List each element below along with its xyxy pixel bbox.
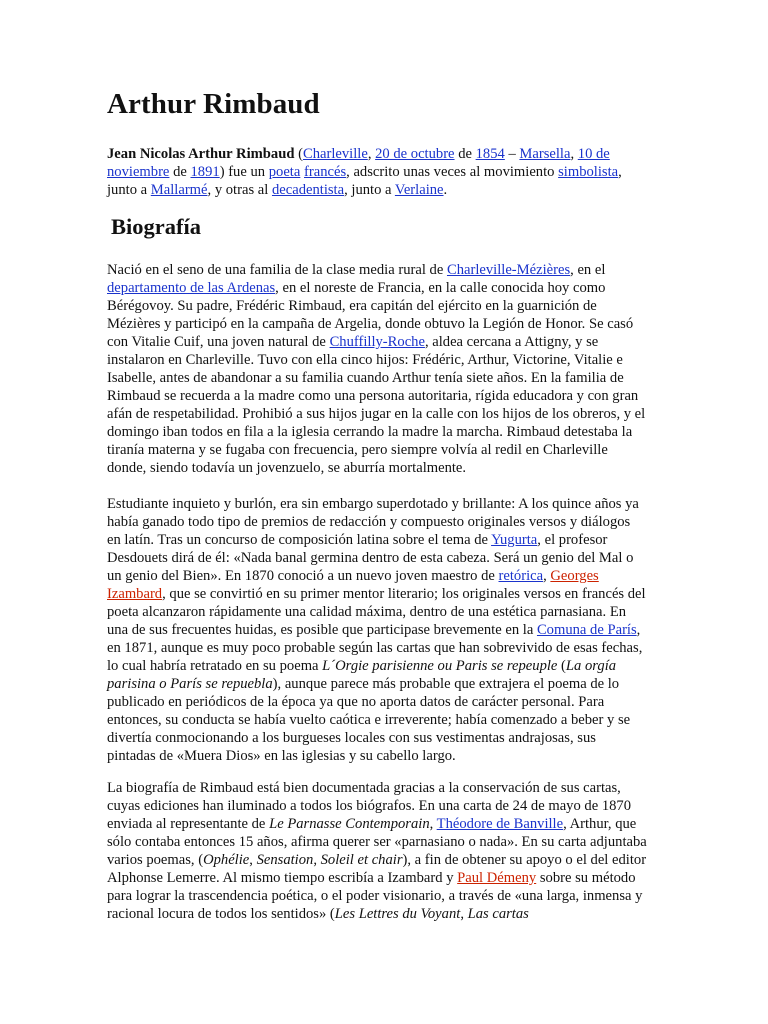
text-run: , el profesor Desdouets dirá de él: «Nada banal germina dentro de esta cabeza. Será un genio del Mal o un genio del Bien». En 1870 conoció a un nuevo joven maestro de xyxy=(107,532,634,584)
article-link[interactable]: Georges Izambard xyxy=(107,568,599,602)
text-run: ) fue un xyxy=(219,164,269,180)
article-link[interactable]: Paul Démeny xyxy=(457,870,537,886)
section-heading-biografia: Biografía xyxy=(111,214,201,239)
text-run: Nació en el seno de una familia de la clase media rural de xyxy=(107,262,447,278)
biography-paragraph-1 xyxy=(107,261,647,477)
italic-title: Las cartas xyxy=(467,906,529,922)
text-run: La biografía de Rimbaud está bien documentada gracias a la conservación de sus cartas, cuyas ediciones han iluminado a todos los biógrafos. En una carta de 24 de mayo de 1870 enviada al representante de xyxy=(107,780,632,832)
text-run: , junto a xyxy=(107,164,622,198)
text-run: ), a fin de obtener su apoyo o el del editor Alphonse Lemerre. Al mismo tiempo escribía a Izambard y xyxy=(107,852,647,886)
article-link[interactable]: 10 de noviembre xyxy=(107,146,610,180)
article-link[interactable]: departamento de las Ardenas xyxy=(107,280,276,296)
italic-title: Le Parnasse Contemporain xyxy=(269,816,430,832)
text-run: , en el xyxy=(570,262,606,278)
article-link[interactable]: 1891 xyxy=(190,164,220,180)
italic-title: L´Orgie parisienne ou Paris se repeuple xyxy=(322,658,558,674)
italic-title: Les Lettres du Voyant xyxy=(334,906,461,922)
text-run: , xyxy=(429,816,437,832)
italic-title: Sensation xyxy=(256,852,314,868)
article-link[interactable]: francés xyxy=(304,164,347,180)
text-run: , aldea cercana a Attigny, y se instalaron en Charleville. Tuvo con ella cinco hijos: Frédéric, Arthur, Victorine, Vitalie e Isabelle, antes de abandonar a su familia cuando Arthur tenía siete años. En la familia de Rimbaud se recuerda a la madre como una persona autoritaria, rígida educadora y con gran afán de respetabilidad. Prohibió a sus hijos jugar en la calle con los hijos de los obreros, y el domingo iban todos en fila a la iglesia cerrando la madre la marcha. Rimbaud detestaba la tiranía materna y se fugaba con frecuencia, pero siempre volvía al redil en Charleville donde, siendo todavía un jovenzuelo, se aburría mortalmente. xyxy=(107,334,646,476)
text-run: , en el noreste de Francia, en la calle conocida hoy como Bérégovoy. Su padre, Frédéric Rimbaud, era capitán del ejército en la guarnición de Mézières y participó en la campaña de Argelia, donde obtuvo la Legión de Honor. Se casó con Vitalie Cuif, una joven natural de xyxy=(107,280,634,350)
biography-paragraph-3 xyxy=(107,779,647,923)
text-run: , xyxy=(367,146,376,162)
text-run: de xyxy=(454,146,476,162)
article-link[interactable]: Chuffilly-Roche xyxy=(329,334,425,350)
article-link[interactable]: Marsella xyxy=(519,146,571,162)
text-run: ), aunque parece más probable que extrajera el poema de lo publicado en periódicos de la época ya que no aporta datos de carácter personal. Para entonces, su conducta se había vuelto caótica e irreverente; había comenzado a beber y se divertía conmocionando a los burgueses locales con sus vestimentas andrajosas, sus pintadas de «Muera Dios» en las iglesias y su cabello largo. xyxy=(107,676,631,764)
text-run: de xyxy=(169,164,191,180)
article-link[interactable]: Yugurta xyxy=(491,532,538,548)
text-run: ( xyxy=(557,658,566,674)
article-link[interactable]: simbolista xyxy=(558,164,619,180)
article-link[interactable]: Charleville-Mézières xyxy=(446,262,571,278)
text-run: sobre su método para lograr la trascendencia poética, o el poder visionario, a través de «una larga, inmensa y racional locura de todos los sentidos» ( xyxy=(107,870,643,922)
text-run: , xyxy=(460,906,468,922)
article-link[interactable]: Comuna de París xyxy=(536,622,637,638)
article-link[interactable]: 1854 xyxy=(475,146,505,162)
article-link[interactable]: Charleville xyxy=(302,146,368,162)
page-title: Arthur Rimbaud xyxy=(107,88,320,120)
text-run: . xyxy=(443,182,448,198)
text-run: – xyxy=(504,146,520,162)
italic-title: Soleil et chair xyxy=(320,852,403,868)
text-run: , adscrito unas veces al movimiento xyxy=(346,164,559,180)
italic-title: La orgía parisina o París se repuebla xyxy=(107,658,617,692)
article-link[interactable]: poeta xyxy=(268,164,301,180)
article-link[interactable]: 20 de octubre xyxy=(375,146,455,162)
biography-paragraph-2 xyxy=(107,495,647,765)
italic-title: Ophélie xyxy=(203,852,250,868)
text-run: , y otras al xyxy=(207,182,272,198)
intro-paragraph xyxy=(107,145,647,199)
text-run: , xyxy=(570,146,578,162)
article-link[interactable]: Verlaine xyxy=(394,182,444,198)
text-run: Estudiante inquieto y burlón, era sin embargo superdotado y brillante: A los quince años ya había ganado todo tipo de premios de redacción y compuesto originales versos y diálogos en latín. Tras un concurso de composición latina sobre el tema de xyxy=(107,496,639,548)
article-link[interactable]: Mallarmé xyxy=(150,182,208,198)
text-run: , que se convirtió en su primer mentor literario; los originales versos en francés del poeta alcanzaron rápidamente una calidad máxima, dentro de una estética parnasiana. En una de sus frecuentes huidas, es posible que participase brevemente en la xyxy=(107,586,646,638)
text-run: , Arthur, que sólo contaba entonces 15 años, afirma querer ser «parnasiano o nada». En su carta adjuntaba varios poemas, ( xyxy=(107,816,647,868)
article-link[interactable]: decadentista xyxy=(271,182,345,198)
bold-text: Jean Nicolas Arthur Rimbaud xyxy=(107,146,295,162)
text-run: , en 1871, aunque es muy poco probable según las cartas que han sobrevivido de esas fechas, lo cual habría retratado en su poema xyxy=(107,622,643,674)
article-link[interactable]: Théodore de Banville xyxy=(436,816,564,832)
text-run: , xyxy=(313,852,321,868)
text-run: , junto a xyxy=(344,182,395,198)
article-link[interactable]: retórica xyxy=(498,568,544,584)
text-run: ( xyxy=(294,146,303,162)
text-run: , xyxy=(249,852,257,868)
text-run: , xyxy=(543,568,551,584)
